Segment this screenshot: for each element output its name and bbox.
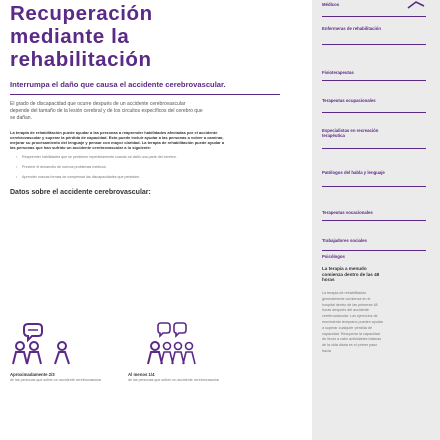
subtitle: Interrumpa el daño que causa el accidente cerebrovascular. <box>10 80 226 89</box>
sidebar-item: Psicólogos <box>322 254 345 259</box>
title-line: mediante la <box>10 25 130 48</box>
title-line: Recuperación <box>10 2 153 25</box>
sidebar-divider <box>322 220 426 221</box>
sidebar-item: Médicos <box>322 2 340 7</box>
sidebar-item: Especialistas en recreación terapéutica <box>322 128 379 139</box>
people-icon <box>128 322 208 370</box>
callout-heading: La terapia a menudo comienza dentro de las 48 horas <box>322 266 380 282</box>
people-icon <box>10 322 80 370</box>
sidebar-divider <box>322 186 426 187</box>
sidebar-item: Terapeutas vocacionales <box>322 210 373 215</box>
sidebar-divider <box>322 112 426 113</box>
sidebar-divider <box>322 80 426 81</box>
stat-two-thirds <box>10 322 120 440</box>
sidebar-divider <box>322 250 426 251</box>
care-team-sidebar <box>312 0 440 440</box>
stat-label: Aproximadamente 2/3 <box>10 372 55 377</box>
stat-label: Al menos 1/4 <box>128 372 155 377</box>
benefits-list <box>22 155 228 180</box>
rehab-paragraph: La terapia de rehabilitación puede ayudar a las personas a reaprender habilidades afectadas por el accidente cerebrovascular y superar la pérdida de capacidad. Esto puede incluir ayudar a las personas a volver a caminar, mejorar su procesamiento del lenguaje y pensar con mayor claridad. La terapia de rehabilitación puede ayudar a las personas que han sufrido un accidente cerebrovascular a lo siguiente: <box>10 130 225 151</box>
sidebar-item: Terapeutas ocupacionales <box>322 98 376 103</box>
intro-paragraph: El grado de discapacidad que ocurre después de un accidente cerebrovascular depende del tamaño de la lesión cerebral y de los circuitos específicos del cerebro que se dañan. <box>10 100 203 121</box>
sidebar-item: Patólogos del habla y lenguaje <box>322 170 385 175</box>
sidebar-divider <box>322 148 426 149</box>
facts-heading: Datos sobre el accidente cerebrovascular: <box>10 189 151 197</box>
list-item: • Reaprender habilidades que se perdieron repentinamente cuando se dañó una parte del cerebro. <box>22 155 228 160</box>
title-line: rehabilitación <box>10 48 152 71</box>
list-item: • Prevenir el desarrollo de nuevos problemas médicos. <box>22 165 228 170</box>
sidebar-item: Fisioterapeutas <box>322 70 354 75</box>
sidebar-divider <box>322 44 426 45</box>
callout-body: La terapia de rehabilitación generalmente comienza en el hospital dentro de las primeras 48 horas después del accidente cerebrovascular. Los ejercicios de movimiento temprano pueden ayudar a superar cualquier pérdida de capacidad. Recuperar la capacidad de llevar a cabo actividades básicas de la vida diaria es el primer paso hacia <box>322 291 384 353</box>
stat-description: de las personas que sufren un accidente cerebrovascular <box>128 378 220 382</box>
decorative-stroke-icon <box>406 0 426 10</box>
divider <box>10 94 280 95</box>
sidebar-item: Trabajadores sociales <box>322 238 367 243</box>
stat-one-quarter <box>128 322 238 440</box>
sidebar-item: Enfermeras de rehabilitación <box>322 26 381 31</box>
sidebar-divider <box>322 16 426 17</box>
list-item: • Aprender nuevas formas de compensar las discapacidades que persisten. <box>22 175 228 180</box>
page-title <box>10 2 280 71</box>
stat-description: de las personas que sufren un accidente cerebrovascular <box>10 378 102 382</box>
